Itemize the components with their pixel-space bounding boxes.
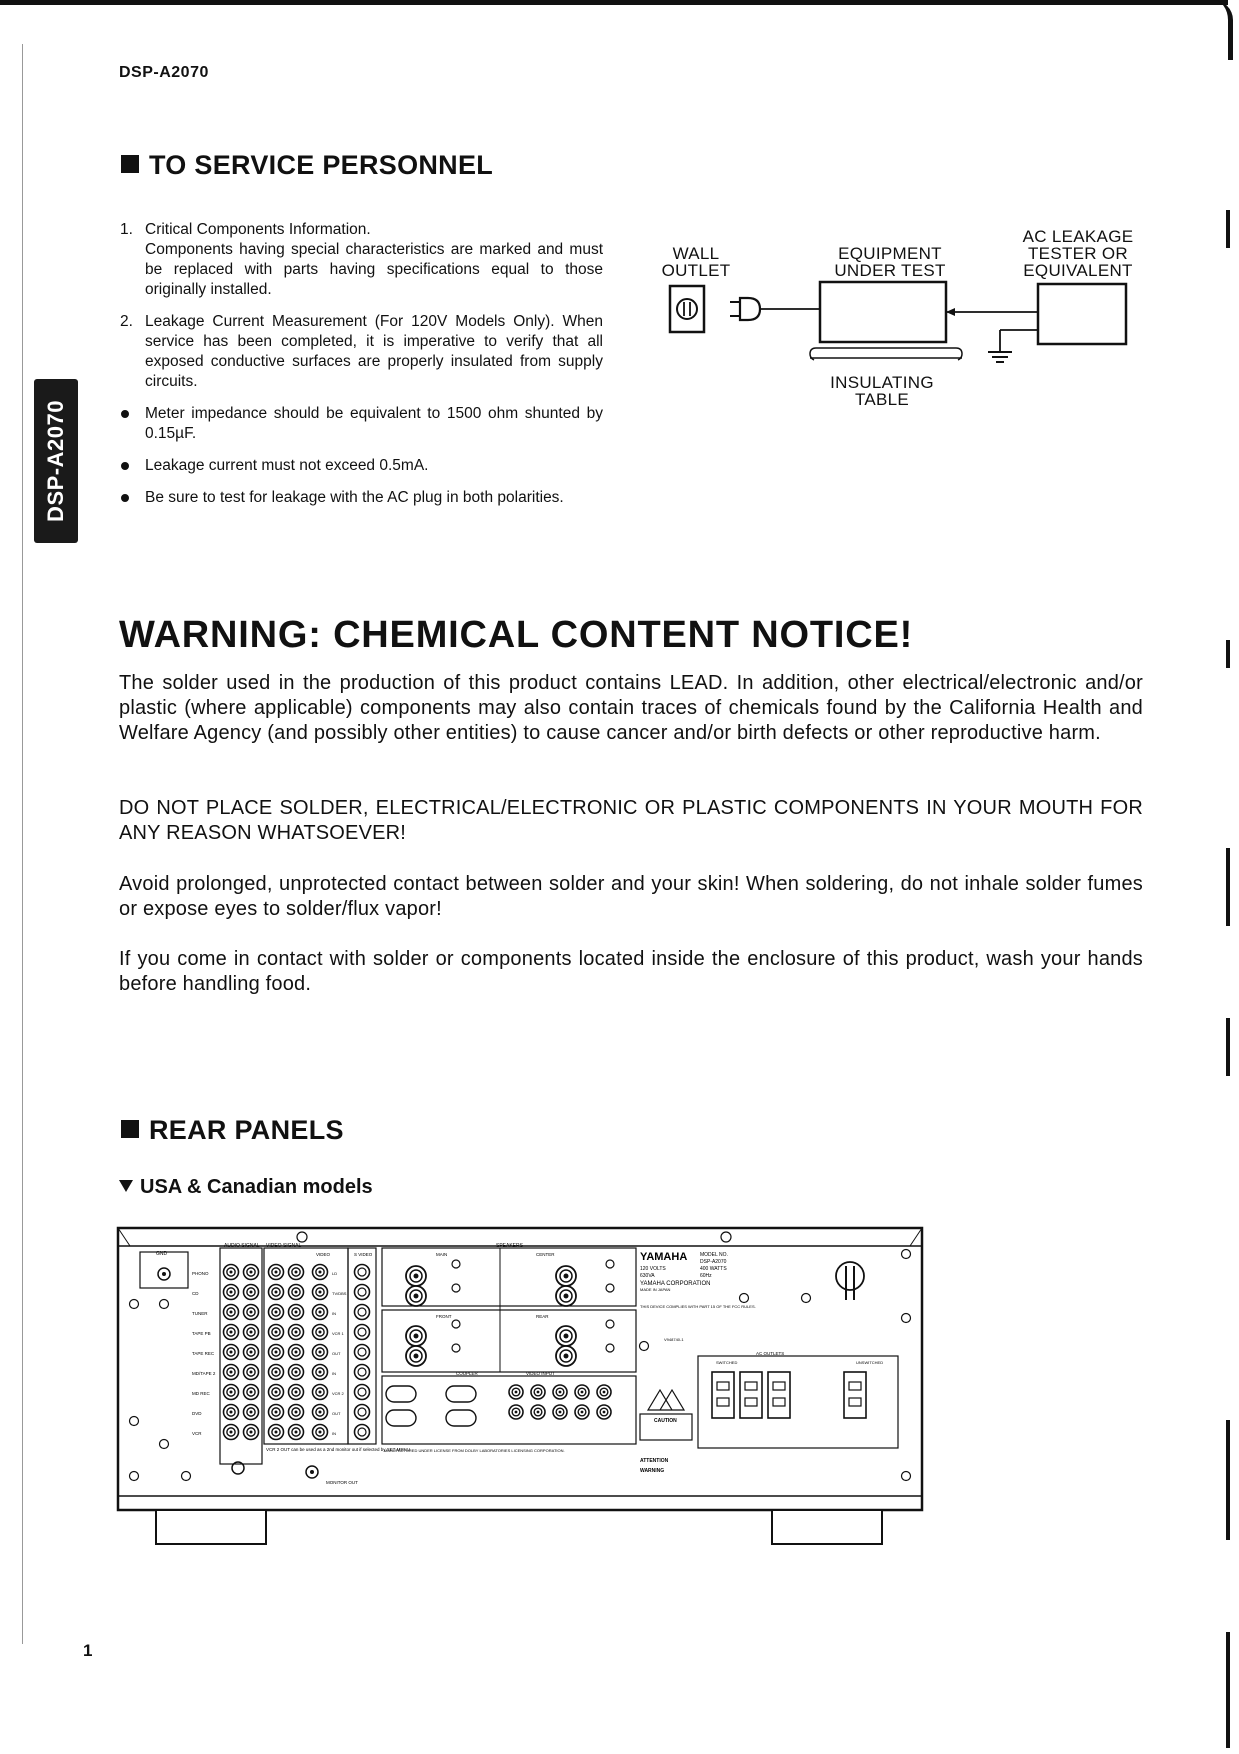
diagram-text: EQUIPMENT <box>838 244 942 263</box>
warning-paragraph: The solder used in the production of this product contains LEAD. In addition, other electrical/electronic and/or plastic (where applicable) components may also contain traces of chemicals found by the California Health and Welfare Agency (and possibly other entities) to cause cancer and/or birth defects or other reproductive harm. <box>119 672 1143 744</box>
side-tab-label: DSP-A2070 <box>43 400 68 522</box>
list-marker: 1. <box>120 221 133 238</box>
spec-hz: 60Hz <box>700 1273 712 1279</box>
ac-outlet <box>844 1372 866 1418</box>
made-in-label: MADE IN JAPAN <box>640 1287 671 1292</box>
ac-outlet <box>740 1372 762 1418</box>
diagram-text: TESTER OR <box>1028 244 1128 263</box>
s-video-jack <box>355 1365 370 1380</box>
speakers-label: SPEAKERS <box>496 1243 523 1249</box>
diagram-text: AC LEAKAGE <box>1022 227 1134 246</box>
list-item-text: Leakage Current Measurement (For 120V Models Only). When service has been completed, it is imperative to verify that all exposed conductive surfaces are properly insulated from supply circuits. <box>145 313 603 390</box>
diagram-text: WALL <box>672 244 720 263</box>
ac-outlet <box>768 1372 790 1418</box>
serial-label: V948740-1 <box>664 1337 684 1342</box>
video-row-label: IN <box>332 1311 336 1316</box>
s-video-jack <box>355 1285 370 1300</box>
ac-outlets-label: AC OUTLETS <box>756 1351 785 1356</box>
s-video-jack <box>355 1345 370 1360</box>
foot <box>772 1510 882 1544</box>
video-row-label: OUT <box>332 1411 341 1416</box>
diagram-text: INSULATING <box>830 373 934 392</box>
list-item <box>119 312 603 392</box>
audio-signal-label: AUDIO SIGNAL <box>224 1243 260 1249</box>
leakage-test-diagram <box>660 270 1140 380</box>
input-label: TUNER <box>192 1311 208 1316</box>
plug-icon <box>740 298 760 320</box>
list-item-text: Leakage current must not exceed 0.5mA. <box>145 457 429 474</box>
diagram-text: OUTLET <box>661 261 731 280</box>
input-label: CD <box>192 1291 199 1296</box>
rear-subtitle-text: USA & Canadian models <box>140 1176 373 1198</box>
ac-outlet <box>712 1372 734 1418</box>
right-edge-mark <box>1226 1632 1230 1748</box>
input-label: PHONO <box>192 1271 209 1276</box>
spec-volts: 120 VOLTS <box>640 1266 666 1272</box>
video-input-label: VIDEO INPUT <box>526 1371 555 1376</box>
outlet-socket <box>677 299 697 319</box>
list-marker: 2. <box>120 313 133 330</box>
unswitched-label: UNSWITCHED <box>856 1360 884 1365</box>
top-right-corner <box>1208 0 1233 60</box>
square-bullet-icon <box>121 155 139 173</box>
diagram-text: UNDER TEST <box>834 261 946 280</box>
spec-watts: 400 WATTS <box>700 1266 727 1272</box>
list-item-text: Components having special characteristics are marked and must be replaced with parts having specifications equal to those originally installed. <box>145 241 603 298</box>
caution-label: CAUTION <box>654 1418 677 1424</box>
bullet-dot-icon <box>121 462 129 470</box>
monitor-out-label: MONITOR OUT <box>326 1480 358 1485</box>
diagram-text: TABLE <box>854 390 910 409</box>
s-video-jacks <box>355 1265 370 1440</box>
arrow-left-icon <box>946 308 955 316</box>
wall-outlet-icon <box>670 286 704 332</box>
video-row-label: IN <box>332 1371 336 1376</box>
corp-label: YAMAHA CORPORATION <box>640 1281 711 1287</box>
video-jack-grid <box>269 1265 328 1440</box>
front-label: FRONT <box>436 1314 452 1319</box>
center-label: CENTER <box>536 1252 555 1257</box>
diagram-text: EQUIVALENT <box>1023 261 1133 280</box>
page-number: 1 <box>83 1641 93 1660</box>
warning-paragraph: If you come in contact with solder or components located inside the enclosure of this product, wash your hands before handling food. <box>119 948 1143 995</box>
insulating-table <box>810 348 962 354</box>
rear-label: REAR <box>536 1314 549 1319</box>
equipment-box <box>820 282 946 342</box>
input-label: TAPE REC <box>192 1351 215 1356</box>
main-label: MAIN <box>436 1252 448 1257</box>
spec-va: 630VA <box>640 1273 655 1279</box>
bullet-dot-icon <box>121 494 129 502</box>
fcc-notice: THIS DEVICE COMPLIES WITH PART 15 OF THE FCC RULES. <box>640 1304 756 1309</box>
list-item-text: Critical Components Information. <box>145 221 371 238</box>
input-label: VCR <box>192 1431 202 1436</box>
top-border <box>0 0 1228 5</box>
s-video-jack <box>355 1425 370 1440</box>
dolby-note: MANUFACTURED UNDER LICENSE FROM DOLBY LABORATORIES LICENSING CORPORATION. <box>384 1448 565 1453</box>
service-list <box>119 220 603 520</box>
rear-subtitle <box>119 1176 373 1199</box>
s-video-jack <box>355 1325 370 1340</box>
video-row-label: TV/DBS <box>332 1291 347 1296</box>
video-row-label: LD <box>332 1271 338 1276</box>
service-title-text: TO SERVICE PERSONNEL <box>149 150 494 180</box>
rear-section-title <box>121 1115 344 1146</box>
input-label: DVD <box>192 1411 202 1416</box>
header-model: DSP-A2070 <box>119 64 209 81</box>
foot <box>156 1510 266 1544</box>
coupler-label: COUPLER <box>456 1371 478 1376</box>
input-label: TAPE PB <box>192 1331 211 1336</box>
input-label: MD REC <box>192 1391 210 1396</box>
video-signal-label: VIDEO SIGNAL <box>266 1243 302 1249</box>
video-row-label: VCR 1 <box>332 1331 344 1336</box>
list-item <box>119 404 603 444</box>
s-video-jack <box>355 1405 370 1420</box>
s-video-jack <box>355 1385 370 1400</box>
list-item <box>119 220 603 240</box>
s-video-jack <box>355 1265 370 1280</box>
warning-title: WARNING: CHEMICAL CONTENT NOTICE! <box>119 614 914 656</box>
triangle-down-icon <box>119 1180 133 1192</box>
list-item <box>119 488 603 508</box>
switched-label: SWITCHED <box>716 1360 738 1365</box>
list-item <box>119 456 603 476</box>
square-bullet-icon <box>121 1120 139 1138</box>
attention-label: ATTENTION <box>640 1458 669 1464</box>
input-label: MD/TAPE 2 <box>192 1371 216 1376</box>
right-edge-mark <box>1226 848 1230 926</box>
tester-box <box>1038 284 1126 344</box>
warning-label: WARNING <box>640 1468 665 1474</box>
side-tab <box>34 379 78 543</box>
right-edge-mark <box>1226 210 1230 248</box>
vcr-note: VCR 2 OUT can be used as a 2nd monitor out if selected by SET MENU. <box>266 1447 412 1452</box>
warning-paragraph: Avoid prolonged, unprotected contact between solder and your skin! When soldering, do not inhale solder fumes or expose eyes to solder/flux vapor! <box>119 873 1143 920</box>
list-item-text: Be sure to test for leakage with the AC plug in both polarities. <box>145 489 564 506</box>
left-margin-line <box>22 44 23 1644</box>
list-item-text: Meter impedance should be equivalent to 1500 ohm shunted by 0.15µF. <box>145 405 603 442</box>
gnd-label: GND <box>156 1251 168 1257</box>
list-item <box>119 240 603 300</box>
video-col-label: VIDEO <box>316 1252 331 1257</box>
s-video-col-label: S VIDEO <box>354 1252 373 1257</box>
video-row-label: OUT <box>332 1351 341 1356</box>
warning-paragraph: DO NOT PLACE SOLDER, ELECTRICAL/ELECTRONIC OR PLASTIC COMPONENTS IN YOUR MOUTH FOR ANY REASON WHATSOEVER! <box>119 797 1143 844</box>
rear-panel-drawing <box>116 1226 924 1548</box>
right-edge-mark <box>1226 1420 1230 1540</box>
service-section-title <box>121 150 493 181</box>
model-no: DSP-A2070 <box>700 1259 727 1265</box>
right-edge-mark <box>1226 640 1230 668</box>
right-edge-mark <box>1226 1018 1230 1076</box>
bullet-dot-icon <box>121 410 129 418</box>
video-row-label: VCR 2 <box>332 1391 344 1396</box>
rear-title-text: REAR PANELS <box>149 1115 344 1145</box>
model-no-label: MODEL NO. <box>700 1252 728 1258</box>
s-video-jack <box>355 1305 370 1320</box>
video-row-label: IN <box>332 1431 336 1436</box>
brand-logo: YAMAHA <box>640 1251 688 1263</box>
